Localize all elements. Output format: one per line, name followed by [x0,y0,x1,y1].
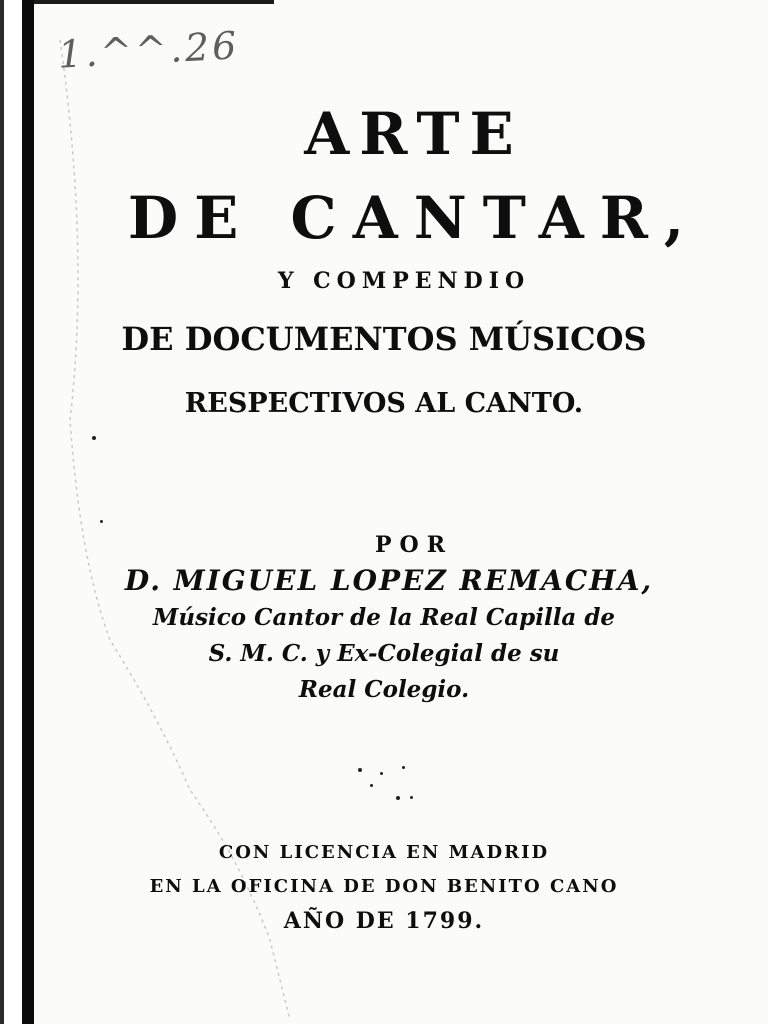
ink-speck [92,436,96,440]
imprint-line-1: CON LICENCIA EN MADRID [218,842,550,863]
ornament-dot [370,784,373,787]
ink-speck [100,520,103,523]
author-description-3: Real Colegio. [298,676,470,703]
subtitle-line-3: RESPECTIVOS AL CANTO. [184,388,584,419]
ornament-dot [396,796,400,800]
imprint-line-2: EN LA OFICINA DE DON BENITO CANO [149,876,619,897]
ornament-dot [402,766,405,769]
author-description-2: S. M. C. y Ex-Colegial de su [208,640,560,667]
author-por: POR [375,532,453,558]
handwritten-shelfmark: 1.^^.26 [56,23,241,77]
title-line-2: DE CANTAR, [127,184,701,252]
title-line-1: ARTE [304,100,524,168]
imprint-line-3: AÑO DE 1799. [283,908,485,934]
author-name: D. MIGUEL LOPEZ REMACHA, [124,564,654,597]
subtitle-line-2: DE DOCUMENTOS MÚSICOS [121,320,647,358]
ornament-dot [410,796,413,799]
author-description-1: Músico Cantor de la Real Capilla de [152,604,616,631]
ornament-dot [380,772,383,775]
subtitle-line-1: Y COMPENDIO [277,268,531,294]
ornament-dot [358,768,362,772]
